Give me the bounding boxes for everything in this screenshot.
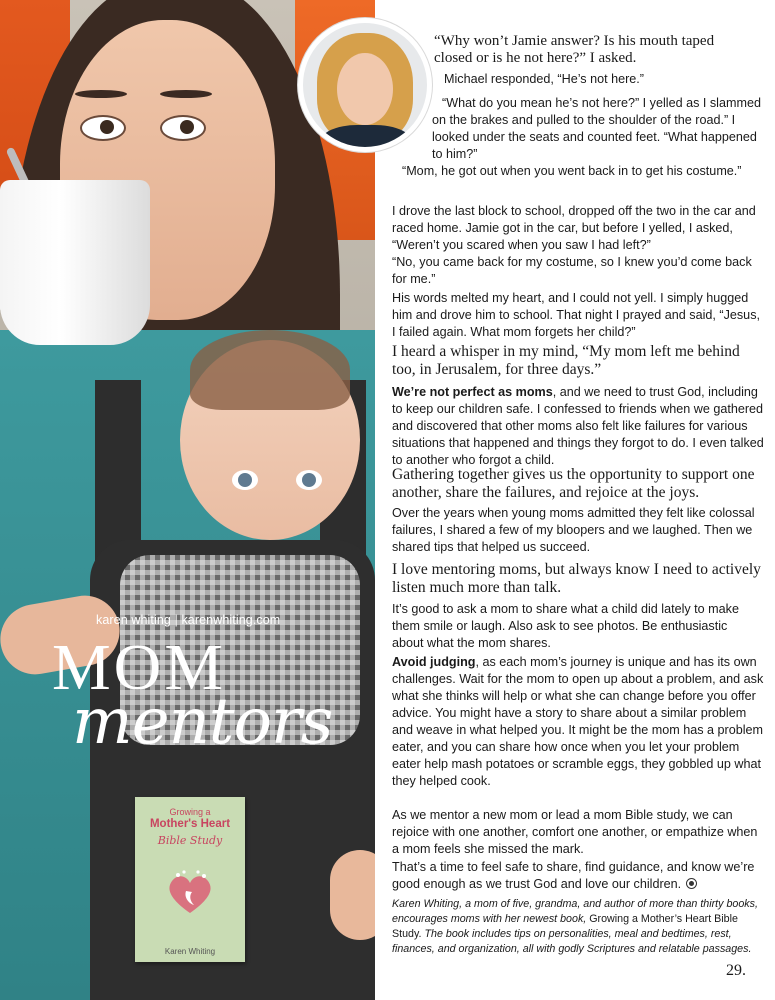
paragraph-6: “No, you came back for my costume, so I knew you’d come back for me.” xyxy=(392,255,752,286)
mother-eye-left xyxy=(80,115,126,141)
baby-hair xyxy=(190,330,350,410)
title-mom: MOM xyxy=(52,631,227,704)
author-bio-part1: Karen Whiting, a mom of five, grandma, and author of more than thirty books, encourages moms with her newest book, xyxy=(392,898,758,925)
coffee-mug xyxy=(0,180,150,345)
paragraph-5: I drove the last block to school, dropped off the two in the car and raced home. Jamie got in the car, but before I yelled, I asked, “Weren’t you scared when you saw I had left?” xyxy=(392,204,756,252)
paragraph-16-text: That’s a time to feel safe to share, find guidance, and know we’re good enough as we trust God and love our children. xyxy=(392,860,755,891)
book-cover-author: Karen Whiting xyxy=(164,947,216,956)
paragraph-1: “Why won’t Jamie answer? Is his mouth taped closed or is he not here?” I asked. xyxy=(434,33,715,66)
baby-eye-right xyxy=(296,470,322,490)
paragraph-2: Michael responded, “He’s not here.” xyxy=(444,72,644,86)
paragraph-9-lead: We’re not perfect as moms xyxy=(392,385,553,399)
paragraph-13: It’s good to ask a mom to share what a child did lately to make them smile or laugh. Also ask to see photos. Be enthusiastic about what the mom shares. xyxy=(392,602,739,650)
heart-icon xyxy=(164,867,216,919)
mother-eye-right xyxy=(160,115,206,141)
page-number: 29. xyxy=(726,962,746,979)
paragraph-7: His words melted my heart, and I could not yell. I simply hugged him and drove him to school. That night I prayed and said, “Jesus, I failed again. What mom forgets her child?” xyxy=(392,291,760,339)
paragraph-12: I love mentoring moms, but always know I need to actively listen much more than talk. xyxy=(392,561,761,596)
mother-brow-left xyxy=(75,90,127,98)
book-cover-line1: Growing a xyxy=(169,807,211,817)
book-cover-line3: Bible Study xyxy=(157,834,223,847)
title-mentors: mentors xyxy=(72,685,333,759)
author-photo xyxy=(298,18,432,152)
author-bio xyxy=(392,897,762,957)
paragraph-8: I heard a whisper in my mind, “My mom left me behind too, in Jerusalem, for three days.” xyxy=(392,343,740,378)
paragraph-14 xyxy=(392,654,764,790)
mother-hand xyxy=(330,850,375,940)
paragraph-14-lead: Avoid judging xyxy=(392,655,476,669)
paragraph-14-body: , as each mom’s journey is unique and has its own challenges. Wait for the mom to open up about a problem, and ask what she thinks will help or what she can change before you offer advice. You might have a story to share about a similar problem and weave in what helped you. It might be the mom has a problem eater, and you can share how once when you let your problem eater help mash potatoes or scramble eggs, they gobbled up what they helped cook. xyxy=(392,655,764,788)
paragraph-15: As we mentor a new mom or lead a mom Bible study, we can rejoice with one another, comfort one another, or empathize when a mom feels she missed the mark. xyxy=(392,808,758,856)
mother-brow-right xyxy=(160,90,212,98)
author-byline: karen whiting | karenwhiting.com xyxy=(96,613,281,627)
paragraph-3: “What do you mean he’s not here?” I yelled as I slammed on the brakes and pulled to the shoulder of the road.” I looked under the seats and counted feet. “What happened to him?” xyxy=(432,96,761,161)
book-cover xyxy=(135,797,245,962)
author-bio-book-title: Growing a Mother’s Heart Bible Study. xyxy=(392,913,738,940)
author-bio-part2: The book includes tips on personalities, meal and bedtimes, rest, finances, and organization, all with godly Scriptures and relatable passages. xyxy=(392,928,752,955)
baby-eye-left xyxy=(232,470,258,490)
paragraph-9-body: , and we need to trust God, including to keep our children safe. I confessed to friends when we gathered and discovered that other moms also felt like failures for various situations that happened and things they forgot to do. I even talked to another who forgot a child. xyxy=(392,385,764,467)
paragraph-4: “Mom, he got out when you went back in to get his costume.” xyxy=(402,164,742,178)
book-cover-line2: Mother's Heart xyxy=(149,818,231,830)
paragraph-9 xyxy=(392,384,764,469)
paragraph-16 xyxy=(392,859,764,893)
paragraph-10: Gathering together gives us the opportunity to support one another, share the failures, and rejoice at the joys. xyxy=(392,466,755,501)
author-face xyxy=(337,53,393,125)
paragraph-11: Over the years when young moms admitted they felt like colossal failures, I shared a few of my bloopers and we laughed. Then we shared tips that helped us succeed. xyxy=(392,506,755,554)
end-mark-icon xyxy=(686,878,697,889)
